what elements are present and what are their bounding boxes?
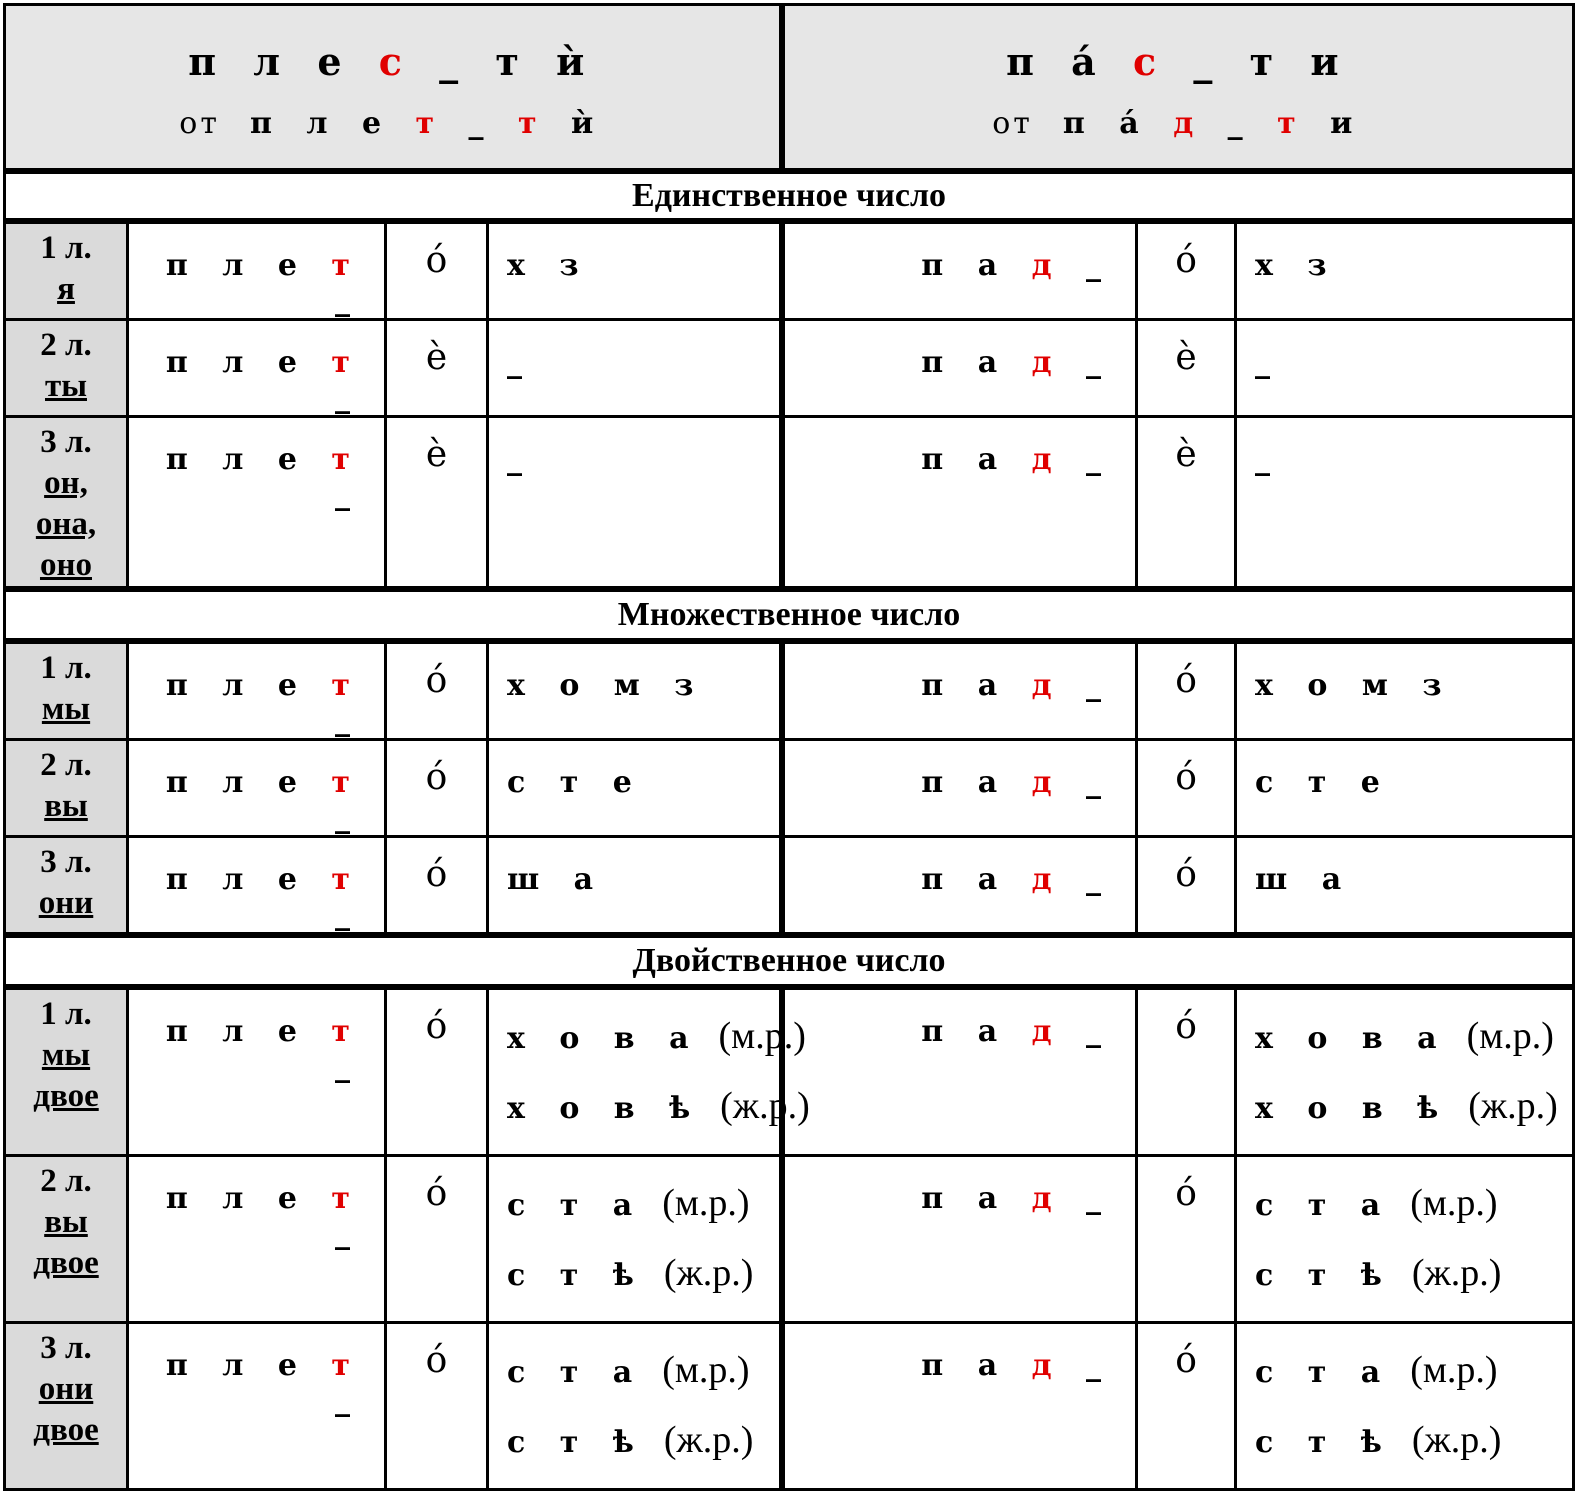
section-title-plural: Множественное число — [5, 589, 1574, 641]
stem-left — [128, 221, 386, 320]
stem-tie: _ — [1063, 667, 1114, 703]
stem-consonant: т — [331, 1347, 362, 1383]
ending-cell — [488, 836, 782, 935]
ending-text: х о в а — [1255, 1020, 1449, 1056]
stem-right — [782, 739, 1137, 836]
ending-cell — [488, 1155, 782, 1322]
conjugation-table — [3, 3, 1575, 1491]
gender-label: (м.р.) — [662, 1348, 750, 1391]
gender-label: (ж.р.) — [720, 1084, 810, 1127]
ending-text: с т а — [1255, 1187, 1393, 1223]
person-cell — [5, 836, 128, 935]
person-cell — [5, 641, 128, 740]
stem-base: п а — [921, 247, 1032, 283]
stem-tie: _ — [335, 476, 362, 512]
ending-text: с т ѣ — [507, 1257, 646, 1293]
thematic-vowel-left: ó — [386, 1155, 488, 1322]
ending-line — [507, 1181, 779, 1251]
stem-consonant: т — [331, 764, 362, 800]
thematic-vowel-right: è — [1137, 319, 1236, 416]
person-pronoun: вы — [44, 787, 88, 824]
stem-base: п л е — [165, 344, 332, 380]
stem-base: п а — [921, 1180, 1032, 1216]
person-number: 2 л. — [40, 326, 92, 363]
header-right — [782, 5, 1574, 171]
thematic-vowel-right: ó — [1137, 1322, 1236, 1489]
thematic-vowel-right: ó — [1137, 836, 1236, 935]
stem-base: п л е — [165, 441, 332, 477]
stem-consonant: д — [1031, 1347, 1064, 1383]
person-cell — [5, 319, 128, 416]
thematic-vowel-right: ó — [1137, 641, 1236, 740]
ending-cell — [1236, 987, 1574, 1156]
ending-line — [1255, 1181, 1572, 1251]
stem-right — [782, 836, 1137, 935]
ending-text: с т е — [1255, 764, 1392, 800]
ending-line — [507, 442, 779, 512]
person-cell — [5, 221, 128, 320]
ending-text: _ — [1255, 344, 1283, 380]
ending-line — [1255, 862, 1572, 932]
person-number: 1 л. — [40, 649, 92, 686]
table-row — [5, 319, 1574, 416]
table-row — [5, 987, 1574, 1156]
ending-line — [1255, 765, 1572, 835]
ending-text: с т ѣ — [1255, 1424, 1394, 1460]
ending-cell — [488, 739, 782, 836]
stem-left — [128, 836, 386, 935]
gender-label: (м.р.) — [718, 1014, 806, 1057]
person-pronoun: мы — [41, 1036, 91, 1073]
stem-consonant: т — [331, 861, 362, 897]
stem-consonant: д — [1031, 1180, 1064, 1216]
gender-label: (м.р.) — [1410, 1348, 1498, 1391]
stem-right — [782, 1155, 1137, 1322]
stem-tie: _ — [1063, 861, 1114, 897]
person-pronoun: вы — [44, 1203, 88, 1240]
stem-consonant: д — [1031, 441, 1064, 477]
person-pronoun: двое — [33, 1244, 99, 1281]
stem-base: п а — [921, 861, 1032, 897]
stem-base: п а — [921, 764, 1032, 800]
person-cell — [5, 739, 128, 836]
thematic-vowel-left: è — [386, 416, 488, 589]
ending-line — [507, 248, 779, 318]
ending-line — [507, 1014, 806, 1084]
table-row — [5, 221, 1574, 320]
stem-left — [128, 739, 386, 836]
ending-text: с т а — [507, 1354, 645, 1390]
stem-tie: _ — [1063, 441, 1114, 477]
ending-cell — [1236, 1155, 1574, 1322]
stem-base: п а — [921, 441, 1032, 477]
stem-tie: _ — [1063, 764, 1114, 800]
ending-line — [1255, 1348, 1572, 1418]
person-cell — [5, 1322, 128, 1489]
person-pronoun: они — [38, 884, 94, 921]
stem-base: п а — [921, 1347, 1032, 1383]
stem-tie: _ — [335, 702, 362, 738]
ending-text: х о в ѣ — [1255, 1090, 1451, 1126]
stem-tie: _ — [335, 282, 362, 318]
thematic-vowel-right: ó — [1137, 987, 1236, 1156]
stem-consonant: т — [331, 247, 362, 283]
person-number: 3 л. — [40, 843, 92, 880]
stem-tie: _ — [1063, 1347, 1114, 1383]
stem-consonant: т — [331, 441, 362, 477]
header-left — [5, 5, 782, 171]
stem-tie: _ — [335, 1382, 362, 1418]
ending-text: с т а — [507, 1187, 645, 1223]
stem-tie: _ — [335, 1048, 362, 1084]
ending-line — [1255, 1251, 1572, 1321]
stem-tie: _ — [1063, 1013, 1114, 1049]
ending-cell — [488, 319, 782, 416]
thematic-vowel-left: ó — [386, 641, 488, 740]
ending-line — [1255, 1014, 1572, 1084]
thematic-vowel-left: ó — [386, 221, 488, 320]
ending-cell — [488, 641, 782, 740]
person-pronoun: он, — [44, 464, 88, 501]
person-pronoun: двое — [33, 1411, 99, 1448]
ending-line — [507, 345, 779, 415]
ending-text: х з — [1255, 247, 1339, 283]
ending-line — [507, 862, 779, 932]
stem-tie: _ — [335, 896, 362, 932]
person-pronoun: я — [57, 270, 75, 307]
gender-label: (ж.р.) — [1411, 1251, 1502, 1294]
header-left-source: от п л е т _ т ѝ — [179, 105, 606, 141]
stem-tie: _ — [1063, 1180, 1114, 1216]
ending-line — [507, 668, 779, 738]
ending-text: с т е — [507, 764, 644, 800]
stem-left — [128, 416, 386, 589]
ending-line — [1255, 668, 1572, 738]
table-row — [5, 641, 1574, 740]
gender-label: (ж.р.) — [1468, 1084, 1558, 1127]
person-pronoun: двое — [33, 1077, 99, 1114]
table-row — [5, 1155, 1574, 1322]
header-right-word: п а́ с _ т и — [1006, 38, 1351, 84]
thematic-vowel-left: ó — [386, 836, 488, 935]
person-cell — [5, 416, 128, 589]
stem-consonant: д — [1031, 861, 1064, 897]
ending-line — [507, 1418, 779, 1488]
ending-cell — [488, 221, 782, 320]
ending-cell — [1236, 739, 1574, 836]
stem-left — [128, 641, 386, 740]
stem-consonant: д — [1031, 247, 1064, 283]
stem-tie: _ — [335, 799, 362, 835]
ending-line — [507, 765, 779, 835]
ending-text: ш а — [1255, 861, 1354, 897]
stem-right — [782, 1322, 1137, 1489]
ending-text: с т а — [1255, 1354, 1393, 1390]
ending-text: с т ѣ — [1255, 1257, 1394, 1293]
ending-line — [507, 1348, 779, 1418]
stem-right — [782, 641, 1137, 740]
section-title-dual: Двойственное число — [5, 935, 1574, 987]
ending-line — [1255, 1084, 1572, 1154]
stem-left — [128, 987, 386, 1156]
ending-cell — [488, 987, 810, 1156]
thematic-vowel-left: ó — [386, 739, 488, 836]
stem-consonant: д — [1031, 667, 1064, 703]
stem-consonant: т — [331, 667, 362, 703]
ending-line — [507, 1084, 810, 1154]
gender-label: (ж.р.) — [1411, 1418, 1502, 1461]
stem-right — [782, 987, 1137, 1156]
person-number: 2 л. — [40, 1162, 92, 1199]
stem-base: п л е — [165, 1347, 332, 1383]
stem-consonant: т — [331, 344, 362, 380]
ending-text: _ — [1255, 441, 1283, 477]
stem-consonant: д — [1031, 764, 1064, 800]
thematic-vowel-right: è — [1137, 416, 1236, 589]
stem-tie: _ — [1063, 247, 1114, 283]
stem-right — [782, 221, 1137, 320]
gender-label: (ж.р.) — [663, 1251, 754, 1294]
ending-cell — [1236, 1322, 1574, 1489]
ending-cell — [1236, 416, 1574, 589]
ending-cell — [488, 1322, 782, 1489]
ending-line — [1255, 248, 1572, 318]
gender-label: (ж.р.) — [663, 1418, 754, 1461]
ending-cell — [1236, 319, 1574, 416]
ending-text: ш а — [507, 861, 606, 897]
stem-left — [128, 1155, 386, 1322]
stem-left — [128, 319, 386, 416]
stem-right — [782, 416, 1137, 589]
person-cell — [5, 987, 128, 1156]
stem-consonant: д — [1031, 344, 1064, 380]
person-pronoun: мы — [41, 690, 91, 727]
thematic-vowel-right: ó — [1137, 221, 1236, 320]
gender-label: (м.р.) — [662, 1181, 750, 1224]
person-pronoun: ты — [45, 367, 87, 404]
table-row — [5, 739, 1574, 836]
ending-text: х о м з — [1255, 667, 1454, 703]
stem-consonant: д — [1031, 1013, 1064, 1049]
person-pronoun: оно — [39, 546, 92, 583]
gender-label: (м.р.) — [1466, 1014, 1554, 1057]
person-pronoun: они — [38, 1370, 94, 1407]
stem-base: п а — [921, 1013, 1032, 1049]
stem-right — [782, 319, 1137, 416]
stem-consonant: т — [331, 1013, 362, 1049]
thematic-vowel-left: ó — [386, 987, 488, 1156]
stem-base: п л е — [165, 247, 332, 283]
thematic-vowel-left: ó — [386, 1322, 488, 1489]
person-number: 3 л. — [40, 423, 92, 460]
table-row — [5, 416, 1574, 589]
stem-tie: _ — [335, 379, 362, 415]
stem-base: п л е — [165, 764, 332, 800]
stem-tie: _ — [1063, 344, 1114, 380]
person-number: 3 л. — [40, 1329, 92, 1366]
ending-text: х о в а — [507, 1020, 701, 1056]
ending-line — [507, 1251, 779, 1321]
ending-text: х з — [507, 247, 591, 283]
stem-base: п л е — [165, 1180, 332, 1216]
section-title-singular: Единственное число — [5, 171, 1574, 221]
ending-text: _ — [507, 344, 534, 380]
ending-text: с т ѣ — [507, 1424, 646, 1460]
ending-text: _ — [507, 441, 534, 477]
stem-base: п а — [921, 344, 1032, 380]
person-pronoun: она, — [35, 505, 97, 542]
table-row — [5, 1322, 1574, 1489]
person-number: 1 л. — [40, 995, 92, 1032]
gender-label: (м.р.) — [1410, 1181, 1498, 1224]
header-right-source: от п а́ д _ т и — [992, 105, 1365, 141]
stem-left — [128, 1322, 386, 1489]
ending-text: х о в ѣ — [507, 1090, 703, 1126]
thematic-vowel-right: ó — [1137, 739, 1236, 836]
person-cell — [5, 1155, 128, 1322]
thematic-vowel-right: ó — [1137, 1155, 1236, 1322]
ending-line — [1255, 1418, 1572, 1488]
ending-cell — [1236, 641, 1574, 740]
table-row — [5, 836, 1574, 935]
stem-base: п л е — [165, 1013, 332, 1049]
ending-cell — [1236, 221, 1574, 320]
stem-base: п л е — [165, 667, 332, 703]
header-left-word: п л е с _ т ѝ — [188, 38, 597, 84]
stem-base: п л е — [165, 861, 332, 897]
stem-consonant: т — [331, 1180, 362, 1216]
ending-text: х о м з — [507, 667, 706, 703]
ending-cell — [488, 416, 782, 589]
person-number: 1 л. — [40, 229, 92, 266]
thematic-vowel-left: è — [386, 319, 488, 416]
stem-tie: _ — [335, 1215, 362, 1251]
stem-base: п а — [921, 667, 1032, 703]
ending-line — [1255, 345, 1572, 415]
person-number: 2 л. — [40, 746, 92, 783]
ending-cell — [1236, 836, 1574, 935]
ending-line — [1255, 442, 1572, 512]
